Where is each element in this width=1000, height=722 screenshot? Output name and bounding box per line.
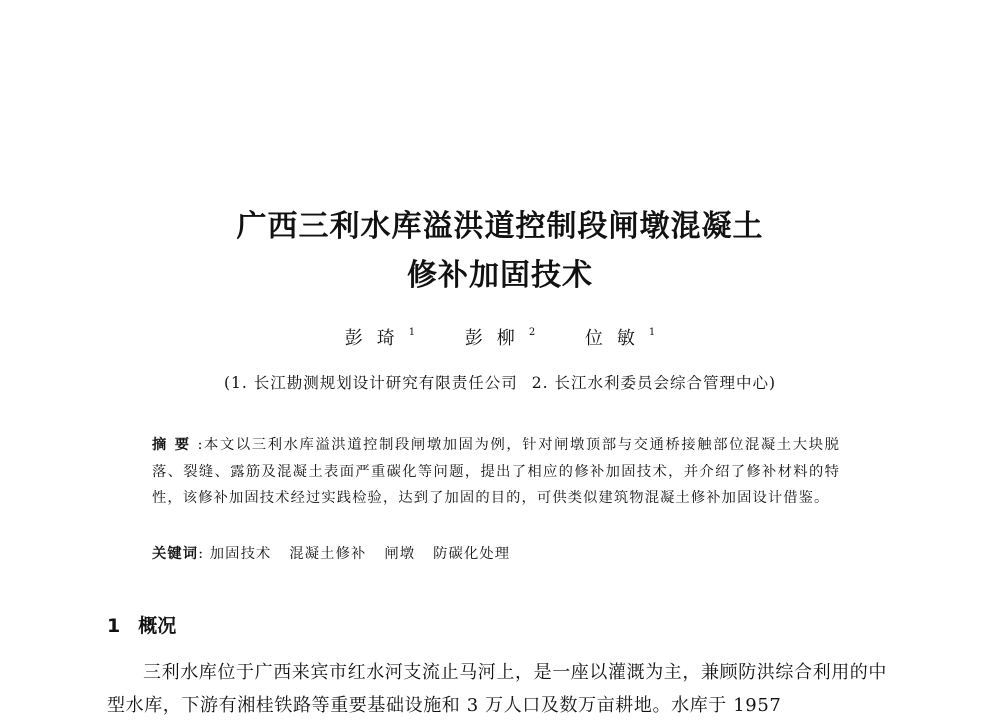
keywords	[152, 543, 528, 563]
author-name: 彭琦	[344, 328, 409, 349]
affiliation-2: 2. 长江水利委员会综合管理中心	[531, 374, 769, 392]
keyword-item: 防碳化处理	[433, 546, 511, 562]
author-name: 位敏	[584, 328, 649, 349]
author-3	[585, 324, 655, 350]
abstract-text: 本文以三利水库溢洪道控制段闸墩加固为例，针对闸墩顶部与交通桥接触部位混凝土大块脱落、裂缝、露筋及混凝土表面严重碳化等问题，提出了相应的修补加固技术，并介绍了修补材料的特性，该修补加固技术经过实践检验，达到了加固的目的，可供类似建筑物混凝土修补加固设计借鉴。	[152, 437, 840, 507]
author-name: 彭柳	[464, 328, 529, 349]
paper-title-line-2: 修补加固技术	[407, 258, 593, 293]
keyword-item: 加固技术	[209, 546, 272, 562]
section-title: 概况	[138, 615, 177, 637]
affiliations	[0, 371, 1000, 393]
author-2	[465, 324, 535, 350]
affiliation-open-paren: (	[223, 374, 232, 392]
keywords-label: 关键词	[152, 546, 199, 562]
author-affiliation-mark: 2	[528, 327, 536, 338]
author-affiliation-mark: 1	[648, 327, 656, 338]
keyword-item: 混凝土修补	[289, 546, 367, 562]
affiliation-1: 1. 长江勘测规划设计研究有限责任公司	[231, 374, 518, 392]
section-1-paragraph: 三利水库位于广西来宾市红水河支流止马河上，是一座以灌溉为主，兼顾防洪综合利用的中型水库，下游有湘桂铁路等重要基础设施和 3 万人口及数万亩耕地。水库于 1957	[107, 662, 887, 716]
section-number: 1	[107, 615, 121, 637]
abstract	[152, 432, 840, 512]
abstract-label: 摘要	[152, 437, 198, 453]
keywords-colon: :	[198, 546, 205, 562]
keyword-item: 闸墩	[384, 546, 416, 562]
section-1-heading	[107, 611, 176, 638]
abstract-colon: :	[197, 437, 204, 453]
author-1	[345, 324, 415, 350]
author-list	[0, 324, 1000, 350]
paper-title-line-1: 广西三利水库溢洪道控制段闸墩混凝土	[236, 209, 764, 244]
author-affiliation-mark: 1	[408, 327, 416, 338]
affiliation-close-paren: )	[768, 374, 777, 392]
